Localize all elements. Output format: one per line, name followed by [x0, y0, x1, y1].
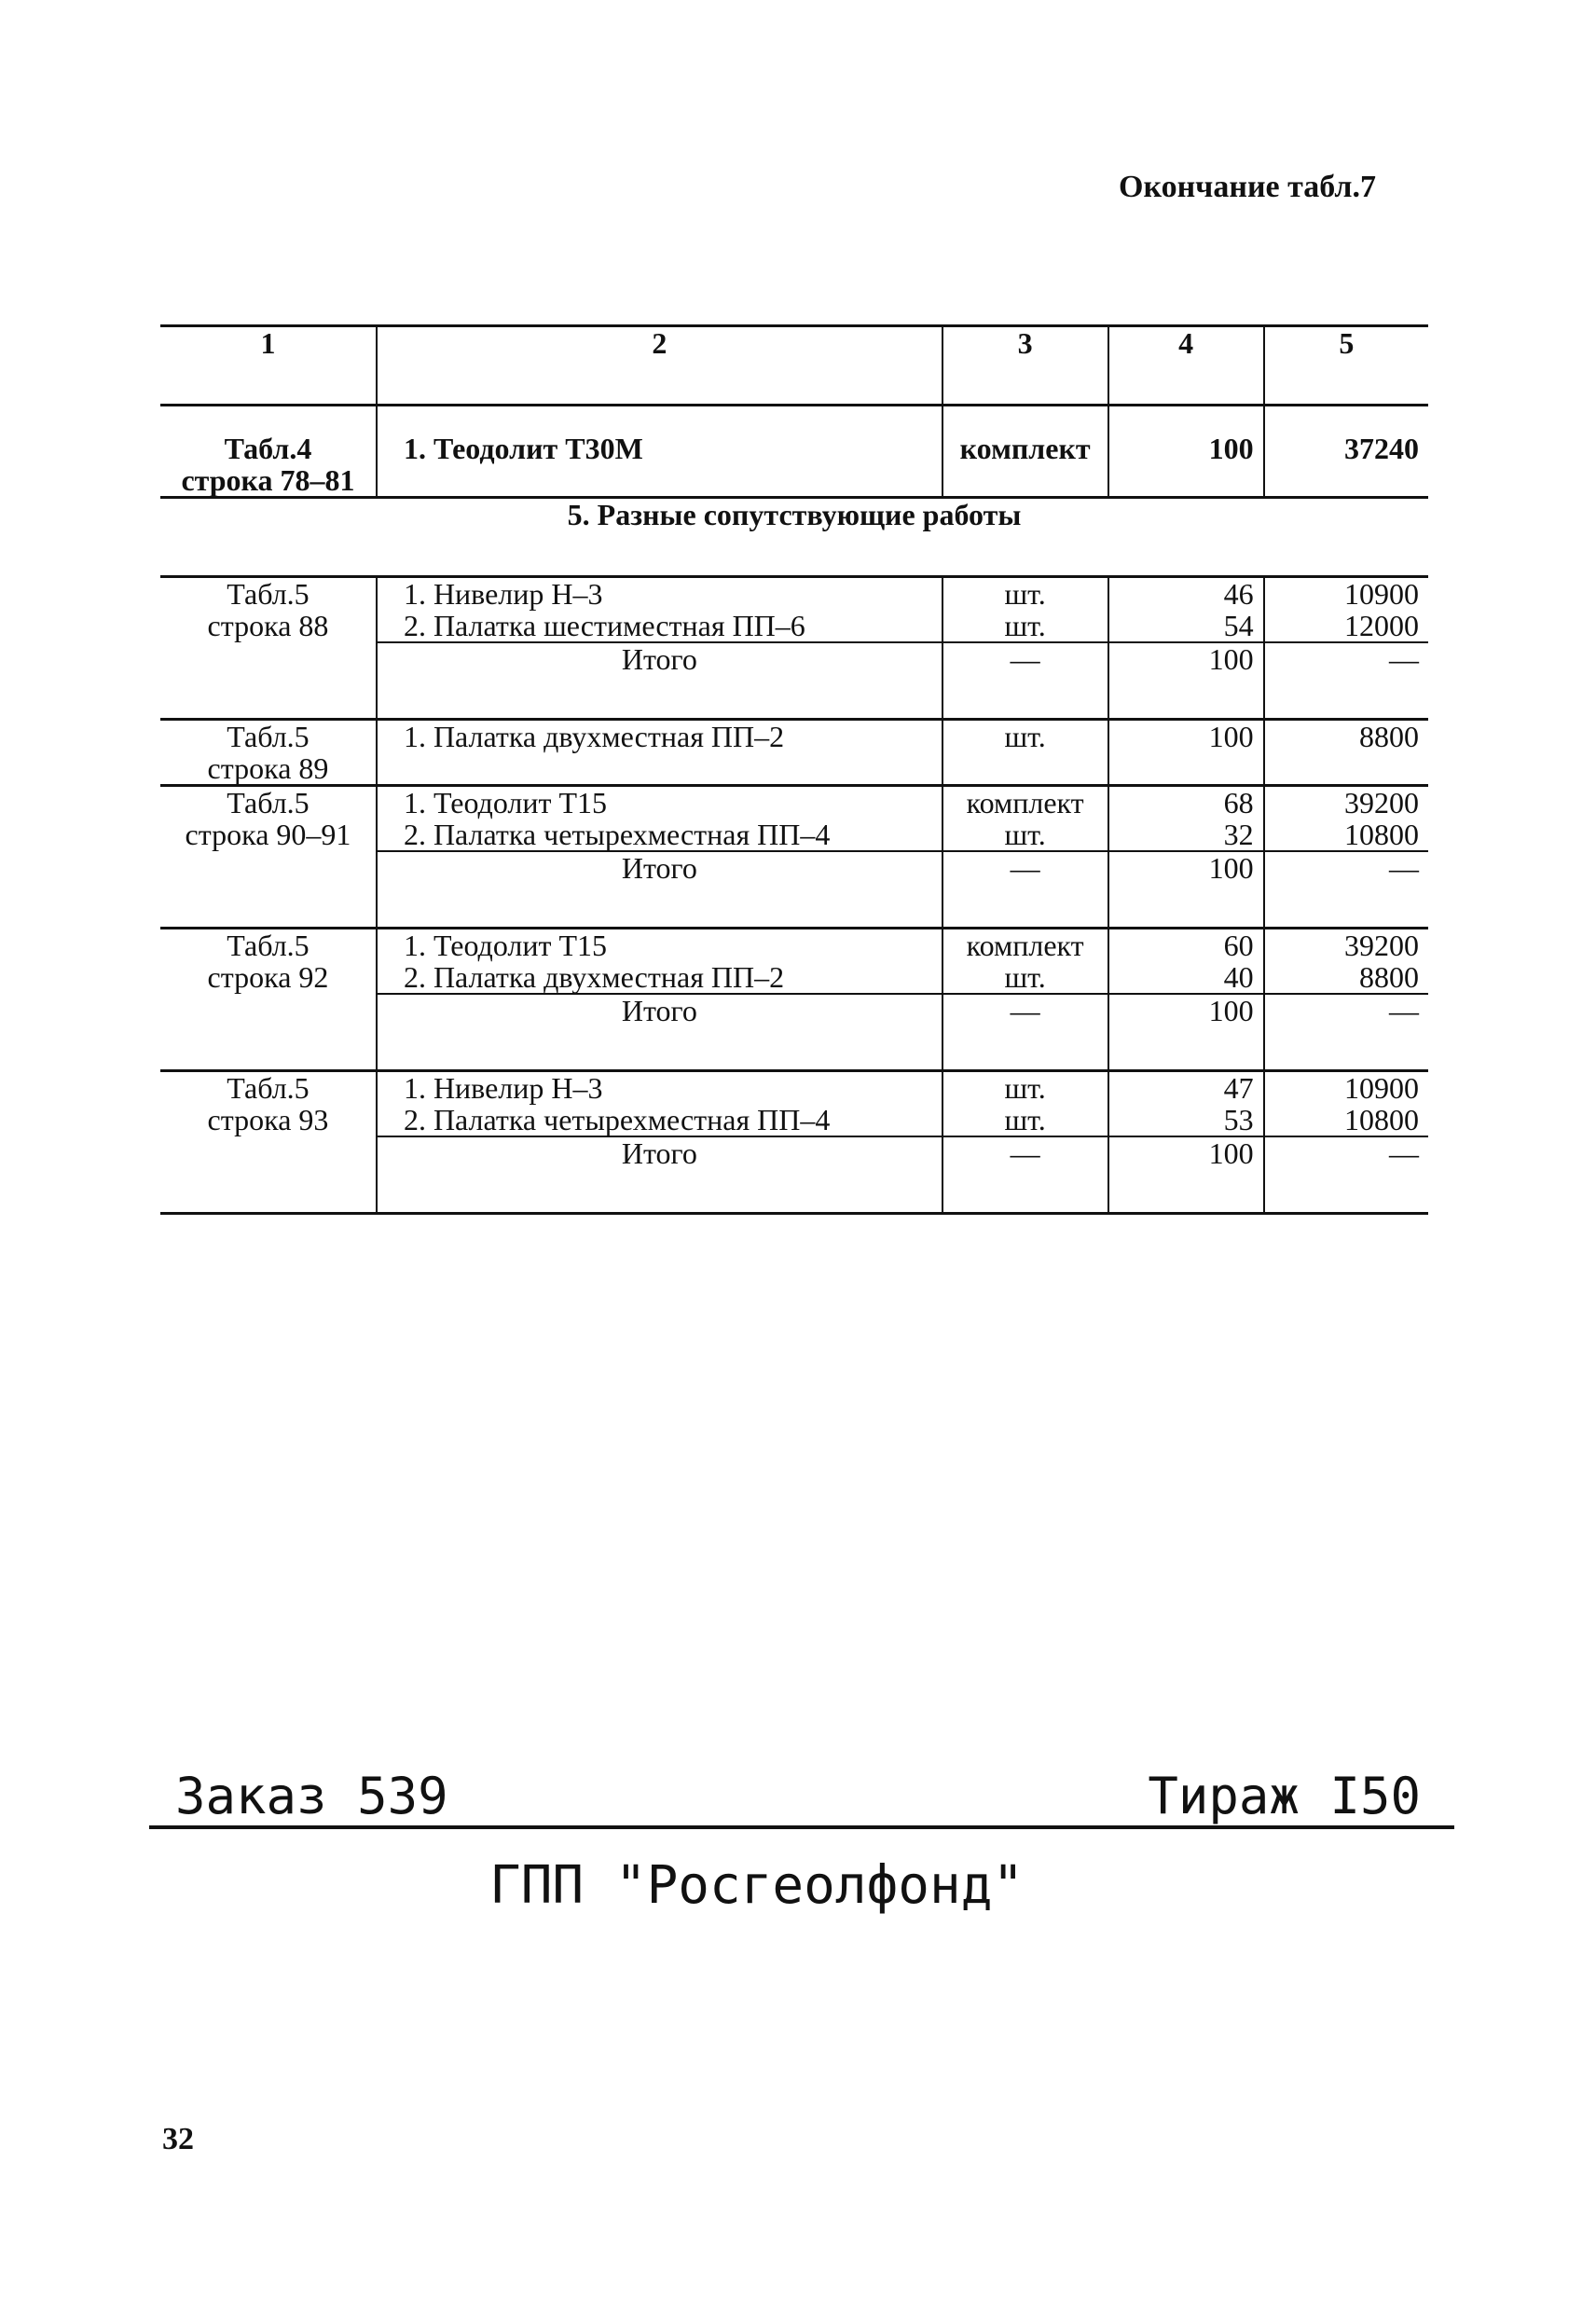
item-name: 1. Нивелир Н–3 [403, 1071, 603, 1105]
table-header-row [160, 326, 1428, 406]
ref-table: Табл.4 [224, 432, 312, 465]
unit: шт. [1004, 818, 1046, 851]
item-cell [377, 406, 942, 498]
ref-cell [160, 577, 377, 720]
price: 10800 [1344, 1103, 1419, 1136]
unit: комплект [966, 929, 1084, 962]
item-cell [377, 577, 942, 643]
ref-row: строка 92 [207, 960, 329, 994]
item-name: 2. Палатка четырехместная ПП–4 [403, 1103, 831, 1136]
unit-cell [942, 577, 1108, 643]
price: 8800 [1359, 960, 1419, 994]
unit: комплект [966, 786, 1084, 819]
ref-row: строка 88 [207, 609, 329, 642]
total-label: Итого [377, 642, 942, 720]
item-name: 1. Нивелир Н–3 [403, 577, 603, 611]
ref-table: Табл.5 [227, 929, 310, 962]
total-label: Итого [377, 851, 942, 929]
total-price: — [1264, 994, 1428, 1071]
ref-row: строка 93 [207, 1103, 329, 1136]
ref-table: Табл.5 [227, 1071, 310, 1105]
item-cell [377, 1071, 942, 1137]
percent: 54 [1223, 609, 1254, 642]
table-row-group [160, 929, 1428, 995]
table-row-tabl4 [160, 406, 1428, 498]
ref-cell [160, 929, 377, 1071]
item-name: 1. Палатка двухместная ПП–2 [403, 720, 785, 753]
ref-row: строка 90–91 [185, 818, 351, 851]
item-name: 1. Теодолит Т15 [403, 786, 608, 819]
unit-cell [942, 929, 1108, 995]
order-number: Заказ 539 [175, 1767, 448, 1825]
ref-row: строка 89 [207, 751, 329, 785]
ref-table: Табл.5 [227, 720, 310, 753]
price: 10900 [1344, 1071, 1419, 1105]
item-cell [377, 929, 942, 995]
percent: 46 [1223, 577, 1254, 611]
price: 8800 [1359, 720, 1419, 753]
total-percent: 100 [1108, 994, 1264, 1071]
price: 39200 [1344, 786, 1419, 819]
percent: 68 [1223, 786, 1254, 819]
item-name: 1. Теодолит Т30М [403, 432, 643, 465]
table-row-group [160, 786, 1428, 852]
ref-cell [160, 1071, 377, 1214]
percent-cell [1108, 786, 1264, 852]
item-cell [377, 786, 942, 852]
ref-table: Табл.5 [227, 786, 310, 819]
percent: 32 [1223, 818, 1254, 851]
table-caption: Окончание табл.7 [1119, 170, 1376, 204]
section-title: 5. Разные сопутствующие работы [160, 498, 1428, 577]
percent-cell [1108, 1071, 1264, 1137]
ref-cell [160, 406, 377, 498]
percent: 100 [1208, 432, 1254, 465]
price: 10900 [1344, 577, 1419, 611]
table-row-group [160, 577, 1428, 643]
unit: шт. [1004, 577, 1046, 611]
total-unit: — [942, 1136, 1108, 1214]
item-name: 2. Палатка двухместная ПП–2 [403, 960, 785, 994]
ref-row: строка 78–81 [181, 463, 355, 497]
percent-cell [1108, 577, 1264, 643]
price-cell [1264, 577, 1428, 643]
unit: шт. [1004, 1071, 1046, 1105]
order-line [149, 1760, 1454, 1829]
unit: шт. [1004, 1103, 1046, 1136]
total-unit: — [942, 642, 1108, 720]
price-cell [1264, 786, 1428, 852]
item-cell [377, 720, 942, 786]
total-unit: — [942, 851, 1108, 929]
header-cell-3: 3 [942, 326, 1108, 406]
price: 39200 [1344, 929, 1419, 962]
percent-cell [1108, 406, 1264, 498]
total-price: — [1264, 1136, 1428, 1214]
unit-cell [942, 720, 1108, 786]
item-name: 2. Палатка четырехместная ПП–4 [403, 818, 831, 851]
unit: шт. [1004, 609, 1046, 642]
percent: 100 [1208, 720, 1254, 753]
total-percent: 100 [1108, 642, 1264, 720]
ref-cell [160, 786, 377, 929]
unit-cell [942, 406, 1108, 498]
unit: шт. [1004, 960, 1046, 994]
price-cell [1264, 929, 1428, 995]
unit: комплект [959, 432, 1091, 465]
total-percent: 100 [1108, 1136, 1264, 1214]
price: 10800 [1344, 818, 1419, 851]
item-name: 2. Палатка шестиместная ПП–6 [403, 609, 805, 642]
publisher-name: ГПП "Росгеолфонд" [489, 1855, 1025, 1916]
price-cell [1264, 1071, 1428, 1137]
total-percent: 100 [1108, 851, 1264, 929]
total-price: — [1264, 642, 1428, 720]
header-cell-2: 2 [377, 326, 942, 406]
page-number: 32 [162, 2122, 194, 2156]
unit-cell [942, 786, 1108, 852]
price-cell [1264, 406, 1428, 498]
section-row [160, 498, 1428, 577]
price: 37240 [1344, 432, 1419, 465]
price: 12000 [1344, 609, 1419, 642]
print-run: Тираж I50 [1148, 1767, 1421, 1825]
table-row-group [160, 1071, 1428, 1137]
unit-cell [942, 1071, 1108, 1137]
item-name: 1. Теодолит Т15 [403, 929, 608, 962]
ref-cell [160, 720, 377, 786]
header-cell-5: 5 [1264, 326, 1428, 406]
header-cell-1: 1 [160, 326, 377, 406]
percent-cell [1108, 929, 1264, 995]
total-label: Итого [377, 1136, 942, 1214]
percent: 47 [1223, 1071, 1254, 1105]
percent: 60 [1223, 929, 1254, 962]
unit: шт. [1004, 720, 1046, 753]
data-table [160, 324, 1428, 1215]
total-price: — [1264, 851, 1428, 929]
price-cell [1264, 720, 1428, 786]
table-row-group [160, 720, 1428, 786]
percent: 53 [1223, 1103, 1254, 1136]
total-unit: — [942, 994, 1108, 1071]
percent: 40 [1223, 960, 1254, 994]
ref-table: Табл.5 [227, 577, 310, 611]
total-label: Итого [377, 994, 942, 1071]
percent-cell [1108, 720, 1264, 786]
header-cell-4: 4 [1108, 326, 1264, 406]
